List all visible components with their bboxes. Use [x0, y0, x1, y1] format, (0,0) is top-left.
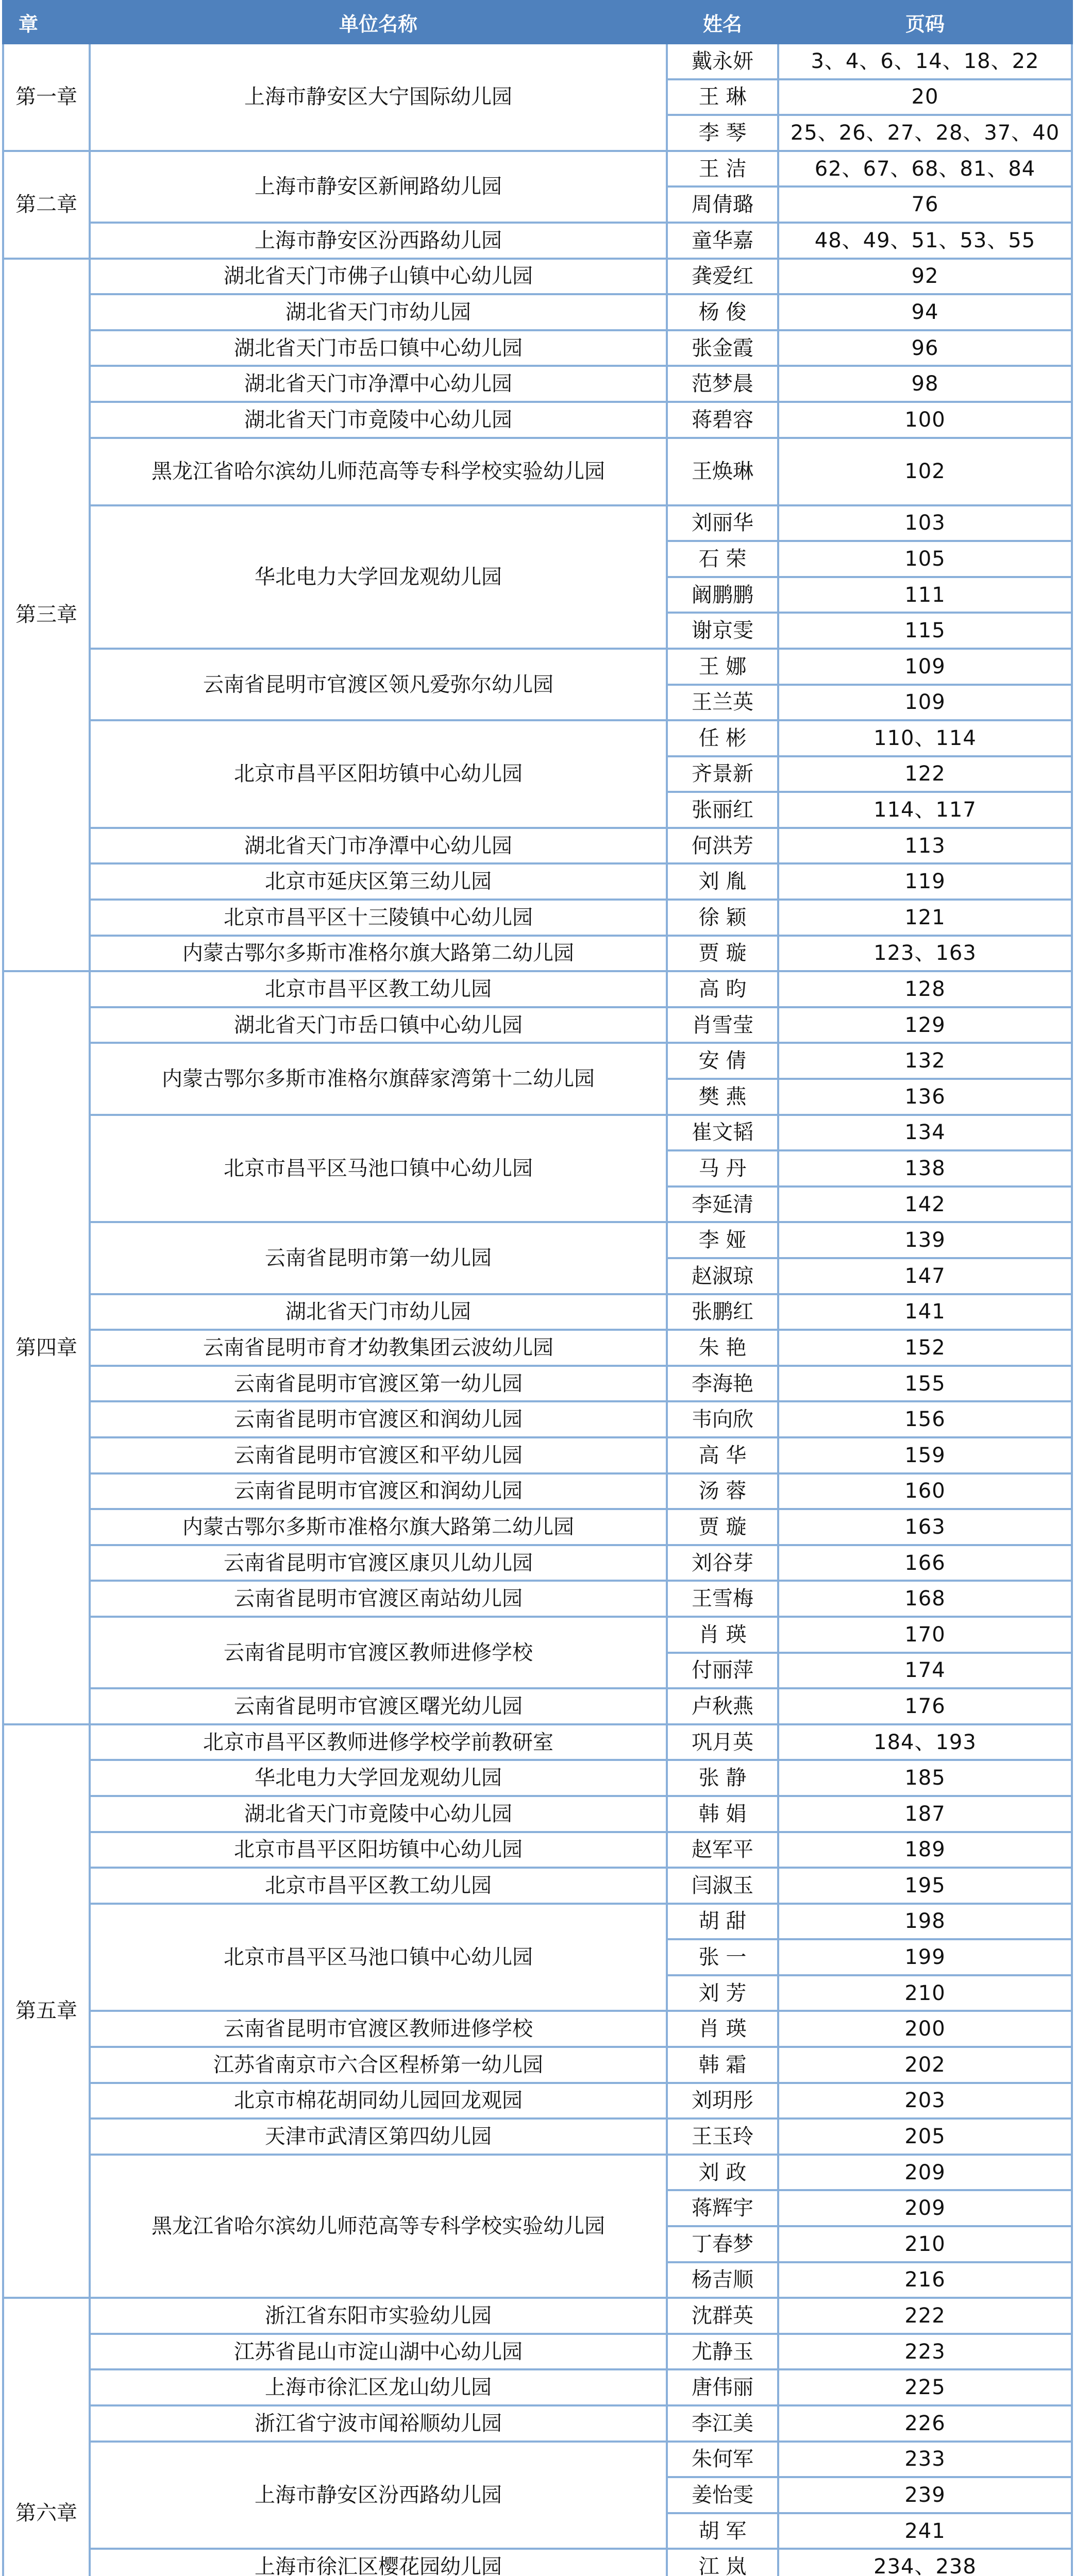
person-name-cell: 朱何军	[667, 2442, 778, 2478]
chapter-cell: 第五章	[3, 1724, 90, 2298]
unit-name-cell: 湖北省天门市净潭中心幼儿园	[90, 366, 667, 402]
table-row	[3, 1509, 1072, 1545]
person-name-cell: 王玉玲	[667, 2119, 778, 2155]
page-numbers-cell: 119	[778, 863, 1072, 900]
person-name-cell: 高 昀	[667, 971, 778, 1007]
unit-name-cell: 云南省昆明市官渡区教师进修学校	[90, 2011, 667, 2047]
person-name-cell: 付丽萍	[667, 1653, 778, 1689]
person-name-cell: 张丽红	[667, 792, 778, 828]
page-numbers-cell: 109	[778, 649, 1072, 685]
page-numbers-cell: 170	[778, 1617, 1072, 1653]
person-name-cell: 何洪芳	[667, 828, 778, 864]
unit-name-cell: 华北电力大学回龙观幼儿园	[90, 505, 667, 649]
table-row	[3, 43, 1072, 79]
person-name-cell: 丁春梦	[667, 2226, 778, 2262]
header-name: 姓名	[667, 1, 778, 43]
table-row	[3, 1473, 1072, 1510]
person-name-cell: 李海艳	[667, 1366, 778, 1402]
header-unit: 单位名称	[90, 1, 667, 43]
person-name-cell: 赵淑琼	[667, 1258, 778, 1294]
unit-name-cell: 黑龙江省哈尔滨幼儿师范高等专科学校实验幼儿园	[90, 2155, 667, 2298]
page-numbers-cell: 234、238	[778, 2549, 1072, 2576]
unit-name-cell: 江苏省南京市六合区程桥第一幼儿园	[90, 2047, 667, 2083]
page-numbers-cell: 141	[778, 1294, 1072, 1330]
person-name-cell: 赵军平	[667, 1832, 778, 1868]
page-numbers-cell: 226	[778, 2405, 1072, 2442]
unit-name-cell: 湖北省天门市竟陵中心幼儿园	[90, 1796, 667, 1832]
page-numbers-cell: 225	[778, 2369, 1072, 2405]
page-numbers-cell: 176	[778, 1688, 1072, 1724]
page-numbers-cell: 121	[778, 900, 1072, 936]
person-name-cell: 朱 艳	[667, 1330, 778, 1366]
page-numbers-cell: 174	[778, 1653, 1072, 1689]
unit-name-cell: 云南省昆明市官渡区和平幼儿园	[90, 1437, 667, 1473]
person-name-cell: 姜怡雯	[667, 2477, 778, 2513]
person-name-cell: 刘 政	[667, 2155, 778, 2191]
person-name-cell: 谢京雯	[667, 613, 778, 649]
table-row	[3, 2011, 1072, 2047]
page-numbers-cell: 200	[778, 2011, 1072, 2047]
unit-name-cell: 北京市昌平区阳坊镇中心幼儿园	[90, 720, 667, 828]
table-row	[3, 2047, 1072, 2083]
table-row	[3, 2155, 1072, 2191]
page-numbers-cell: 103	[778, 505, 1072, 541]
chapter-cell: 第二章	[3, 151, 90, 259]
unit-name-cell: 北京市昌平区教师进修学校学前教研室	[90, 1724, 667, 1760]
header-row	[3, 1, 1072, 43]
unit-name-cell: 北京市棉花胡同幼儿园回龙观园	[90, 2083, 667, 2119]
page-numbers-cell: 20	[778, 79, 1072, 115]
person-name-cell: 江 岚	[667, 2549, 778, 2576]
page-numbers-cell: 205	[778, 2119, 1072, 2155]
page-numbers-cell: 210	[778, 1975, 1072, 2011]
page-numbers-cell: 195	[778, 1868, 1072, 1904]
unit-name-cell: 云南省昆明市育才幼教集团云波幼儿园	[90, 1330, 667, 1366]
table-header	[3, 1, 1072, 43]
unit-name-cell: 北京市延庆区第三幼儿园	[90, 863, 667, 900]
unit-name-cell: 上海市静安区新闸路幼儿园	[90, 151, 667, 223]
page-numbers-cell: 132	[778, 1043, 1072, 1079]
person-name-cell: 马 丹	[667, 1150, 778, 1187]
person-name-cell: 胡 甜	[667, 1904, 778, 1940]
person-name-cell: 肖 瑛	[667, 1617, 778, 1653]
table-row	[3, 1366, 1072, 1402]
page-numbers-cell: 155	[778, 1366, 1072, 1402]
person-name-cell: 崔文韬	[667, 1115, 778, 1151]
page-numbers-cell: 109	[778, 685, 1072, 721]
table-row	[3, 2119, 1072, 2155]
page-numbers-cell: 156	[778, 1401, 1072, 1437]
unit-name-cell: 北京市昌平区教工幼儿园	[90, 971, 667, 1007]
unit-name-cell: 云南省昆明市官渡区曙光幼儿园	[90, 1688, 667, 1724]
person-name-cell: 安 倩	[667, 1043, 778, 1079]
unit-name-cell: 云南省昆明市官渡区教师进修学校	[90, 1617, 667, 1688]
page-numbers-cell: 209	[778, 2155, 1072, 2191]
person-name-cell: 刘谷芽	[667, 1545, 778, 1581]
person-name-cell: 肖雪莹	[667, 1007, 778, 1043]
page-numbers-cell: 98	[778, 366, 1072, 402]
page-numbers-cell: 210	[778, 2226, 1072, 2262]
unit-name-cell: 上海市静安区汾西路幼儿园	[90, 2442, 667, 2549]
page-numbers-cell: 62、67、68、81、84	[778, 151, 1072, 187]
person-name-cell: 胡 军	[667, 2513, 778, 2549]
unit-name-cell: 华北电力大学回龙观幼儿园	[90, 1760, 667, 1796]
unit-name-cell: 北京市昌平区马池口镇中心幼儿园	[90, 1904, 667, 2011]
table-row	[3, 1796, 1072, 1832]
page-numbers-cell: 189	[778, 1832, 1072, 1868]
person-name-cell: 龚爱红	[667, 259, 778, 295]
page-numbers-cell: 222	[778, 2298, 1072, 2334]
table-row	[3, 366, 1072, 402]
page-numbers-cell: 76	[778, 187, 1072, 223]
header-pages: 页码	[778, 1, 1072, 43]
unit-name-cell: 云南省昆明市官渡区领凡爱弥尔幼儿园	[90, 649, 667, 720]
unit-name-cell: 云南省昆明市官渡区和润幼儿园	[90, 1401, 667, 1437]
table-row	[3, 900, 1072, 936]
page-numbers-cell: 136	[778, 1079, 1072, 1115]
person-name-cell: 樊 燕	[667, 1079, 778, 1115]
table-row	[3, 1294, 1072, 1330]
table-row	[3, 438, 1072, 505]
page-numbers-cell: 94	[778, 294, 1072, 330]
person-name-cell: 任 彬	[667, 720, 778, 756]
page-numbers-cell: 114、117	[778, 792, 1072, 828]
person-name-cell: 石 荣	[667, 541, 778, 577]
page-numbers-cell: 142	[778, 1187, 1072, 1223]
person-name-cell: 沈群英	[667, 2298, 778, 2334]
header-chapter: 章	[3, 1, 90, 43]
table-row	[3, 2405, 1072, 2442]
person-name-cell: 王 洁	[667, 151, 778, 187]
table-row	[3, 1868, 1072, 1904]
page-numbers-cell: 202	[778, 2047, 1072, 2083]
table-row	[3, 1043, 1072, 1079]
table-row	[3, 828, 1072, 864]
person-name-cell: 韩 娟	[667, 1796, 778, 1832]
unit-name-cell: 内蒙古鄂尔多斯市准格尔旗大路第二幼儿园	[90, 936, 667, 972]
person-name-cell: 王 娜	[667, 649, 778, 685]
table-row	[3, 1437, 1072, 1473]
person-name-cell: 张 静	[667, 1760, 778, 1796]
page-numbers-cell: 203	[778, 2083, 1072, 2119]
page-numbers-cell: 96	[778, 330, 1072, 366]
table-row	[3, 863, 1072, 900]
page-numbers-cell: 138	[778, 1150, 1072, 1187]
person-name-cell: 韦向欣	[667, 1401, 778, 1437]
page-numbers-cell: 134	[778, 1115, 1072, 1151]
table-row	[3, 1832, 1072, 1868]
person-name-cell: 高 华	[667, 1437, 778, 1473]
page-numbers-cell: 102	[778, 438, 1072, 505]
unit-name-cell: 北京市昌平区阳坊镇中心幼儿园	[90, 1832, 667, 1868]
page-numbers-cell: 3、4、6、14、18、22	[778, 43, 1072, 79]
unit-name-cell: 湖北省天门市岳口镇中心幼儿园	[90, 1007, 667, 1043]
page-numbers-cell: 239	[778, 2477, 1072, 2513]
unit-name-cell: 云南省昆明市官渡区和润幼儿园	[90, 1473, 667, 1510]
page-numbers-cell: 185	[778, 1760, 1072, 1796]
person-name-cell: 张 一	[667, 1939, 778, 1975]
unit-name-cell: 湖北省天门市净潭中心幼儿园	[90, 828, 667, 864]
author-index-table	[2, 0, 1073, 2576]
table-row	[3, 151, 1072, 187]
unit-name-cell: 天津市武清区第四幼儿园	[90, 2119, 667, 2155]
page-numbers-cell: 160	[778, 1473, 1072, 1510]
table-row	[3, 1760, 1072, 1796]
table-row	[3, 505, 1072, 541]
person-name-cell: 肖 瑛	[667, 2011, 778, 2047]
unit-name-cell: 云南省昆明市官渡区康贝儿幼儿园	[90, 1545, 667, 1581]
unit-name-cell: 上海市徐汇区龙山幼儿园	[90, 2369, 667, 2405]
table-row	[3, 971, 1072, 1007]
page-numbers-cell: 25、26、27、28、37、40	[778, 115, 1072, 151]
unit-name-cell: 浙江省东阳市实验幼儿园	[90, 2298, 667, 2334]
person-name-cell: 王 琳	[667, 79, 778, 115]
person-name-cell: 张鹏红	[667, 1294, 778, 1330]
unit-name-cell: 湖北省天门市幼儿园	[90, 294, 667, 330]
unit-name-cell: 云南省昆明市第一幼儿园	[90, 1222, 667, 1294]
page-numbers-cell: 92	[778, 259, 1072, 295]
table-row	[3, 1115, 1072, 1151]
person-name-cell: 巩月英	[667, 1724, 778, 1760]
person-name-cell: 汤 蓉	[667, 1473, 778, 1510]
person-name-cell: 杨 俊	[667, 294, 778, 330]
table-row	[3, 936, 1072, 972]
chapter-cell: 第六章	[3, 2298, 90, 2576]
page-numbers-cell: 128	[778, 971, 1072, 1007]
table-row	[3, 1007, 1072, 1043]
person-name-cell: 李 娅	[667, 1222, 778, 1258]
unit-name-cell: 北京市昌平区十三陵镇中心幼儿园	[90, 900, 667, 936]
chapter-cell: 第四章	[3, 971, 90, 1724]
table-row	[3, 259, 1072, 295]
person-name-cell: 周倩璐	[667, 187, 778, 223]
person-name-cell: 徐 颖	[667, 900, 778, 936]
table-row	[3, 223, 1072, 259]
person-name-cell: 范梦晨	[667, 366, 778, 402]
page-numbers-cell: 168	[778, 1581, 1072, 1617]
page-numbers-cell: 199	[778, 1939, 1072, 1975]
person-name-cell: 唐伟丽	[667, 2369, 778, 2405]
person-name-cell: 杨吉顺	[667, 2262, 778, 2298]
page-numbers-cell: 152	[778, 1330, 1072, 1366]
person-name-cell: 刘玥彤	[667, 2083, 778, 2119]
person-name-cell: 童华嘉	[667, 223, 778, 259]
page-numbers-cell: 166	[778, 1545, 1072, 1581]
unit-name-cell: 湖北省天门市佛子山镇中心幼儿园	[90, 259, 667, 295]
unit-name-cell: 内蒙古鄂尔多斯市准格尔旗薛家湾第十二幼儿园	[90, 1043, 667, 1114]
table-row	[3, 2083, 1072, 2119]
page-numbers-cell: 110、114	[778, 720, 1072, 756]
unit-name-cell: 云南省昆明市官渡区第一幼儿园	[90, 1366, 667, 1402]
table-body	[3, 43, 1072, 2576]
page-numbers-cell: 122	[778, 756, 1072, 792]
table-row	[3, 1330, 1072, 1366]
page-numbers-cell: 198	[778, 1904, 1072, 1940]
person-name-cell: 贾 璇	[667, 1509, 778, 1545]
page-numbers-cell: 129	[778, 1007, 1072, 1043]
person-name-cell: 王雪梅	[667, 1581, 778, 1617]
unit-name-cell: 上海市徐汇区樱花园幼儿园	[90, 2549, 667, 2576]
unit-name-cell: 湖北省天门市竟陵中心幼儿园	[90, 402, 667, 438]
person-name-cell: 贾 璇	[667, 936, 778, 972]
table-row	[3, 1688, 1072, 1724]
unit-name-cell: 上海市静安区汾西路幼儿园	[90, 223, 667, 259]
person-name-cell: 蒋辉宇	[667, 2190, 778, 2226]
unit-name-cell: 内蒙古鄂尔多斯市准格尔旗大路第二幼儿园	[90, 1509, 667, 1545]
page-numbers-cell: 115	[778, 613, 1072, 649]
chapter-cell: 第一章	[3, 43, 90, 151]
page-numbers-cell: 209	[778, 2190, 1072, 2226]
page-numbers-cell: 100	[778, 402, 1072, 438]
unit-name-cell: 北京市昌平区马池口镇中心幼儿园	[90, 1115, 667, 1223]
table-row	[3, 1904, 1072, 1940]
table-row	[3, 2298, 1072, 2334]
unit-name-cell: 江苏省昆山市淀山湖中心幼儿园	[90, 2334, 667, 2370]
table-row	[3, 294, 1072, 330]
page-numbers-cell: 233	[778, 2442, 1072, 2478]
table-row	[3, 2549, 1072, 2576]
page-numbers-cell: 111	[778, 577, 1072, 613]
table-row	[3, 2369, 1072, 2405]
page-numbers-cell: 139	[778, 1222, 1072, 1258]
table-row	[3, 330, 1072, 366]
person-name-cell: 刘 芳	[667, 1975, 778, 2011]
table-row	[3, 2334, 1072, 2370]
person-name-cell: 卢秋燕	[667, 1688, 778, 1724]
table-row	[3, 1581, 1072, 1617]
page-numbers-cell: 223	[778, 2334, 1072, 2370]
person-name-cell: 王兰英	[667, 685, 778, 721]
person-name-cell: 戴永妍	[667, 43, 778, 79]
table-row	[3, 2442, 1072, 2478]
page-numbers-cell: 163	[778, 1509, 1072, 1545]
table-row	[3, 402, 1072, 438]
unit-name-cell: 黑龙江省哈尔滨幼儿师范高等专科学校实验幼儿园	[90, 438, 667, 505]
person-name-cell: 李 琴	[667, 115, 778, 151]
person-name-cell: 闫淑玉	[667, 1868, 778, 1904]
person-name-cell: 阚鹏鹏	[667, 577, 778, 613]
person-name-cell: 蒋碧容	[667, 402, 778, 438]
person-name-cell: 韩 霜	[667, 2047, 778, 2083]
unit-name-cell: 浙江省宁波市闻裕顺幼儿园	[90, 2405, 667, 2442]
page-numbers-cell: 147	[778, 1258, 1072, 1294]
table-row	[3, 1222, 1072, 1258]
table-row	[3, 1545, 1072, 1581]
page-numbers-cell: 241	[778, 2513, 1072, 2549]
page-numbers-cell: 159	[778, 1437, 1072, 1473]
person-name-cell: 刘丽华	[667, 505, 778, 541]
table-row	[3, 1724, 1072, 1760]
page-numbers-cell: 187	[778, 1796, 1072, 1832]
chapter-cell: 第三章	[3, 259, 90, 972]
table-row	[3, 649, 1072, 685]
page-numbers-cell: 184、193	[778, 1724, 1072, 1760]
page-numbers-cell: 113	[778, 828, 1072, 864]
person-name-cell: 李延清	[667, 1187, 778, 1223]
table-row	[3, 1401, 1072, 1437]
unit-name-cell: 上海市静安区大宁国际幼儿园	[90, 43, 667, 151]
person-name-cell: 齐景新	[667, 756, 778, 792]
table-row	[3, 1617, 1072, 1653]
page-numbers-cell: 123、163	[778, 936, 1072, 972]
unit-name-cell: 湖北省天门市岳口镇中心幼儿园	[90, 330, 667, 366]
table-row	[3, 720, 1072, 756]
person-name-cell: 尤静玉	[667, 2334, 778, 2370]
unit-name-cell: 湖北省天门市幼儿园	[90, 1294, 667, 1330]
person-name-cell: 张金霞	[667, 330, 778, 366]
page-numbers-cell: 105	[778, 541, 1072, 577]
person-name-cell: 刘 胤	[667, 863, 778, 900]
unit-name-cell: 云南省昆明市官渡区南站幼儿园	[90, 1581, 667, 1617]
unit-name-cell: 北京市昌平区教工幼儿园	[90, 1868, 667, 1904]
person-name-cell: 王焕琳	[667, 438, 778, 505]
page-numbers-cell: 48、49、51、53、55	[778, 223, 1072, 259]
person-name-cell: 李江美	[667, 2405, 778, 2442]
page-numbers-cell: 216	[778, 2262, 1072, 2298]
